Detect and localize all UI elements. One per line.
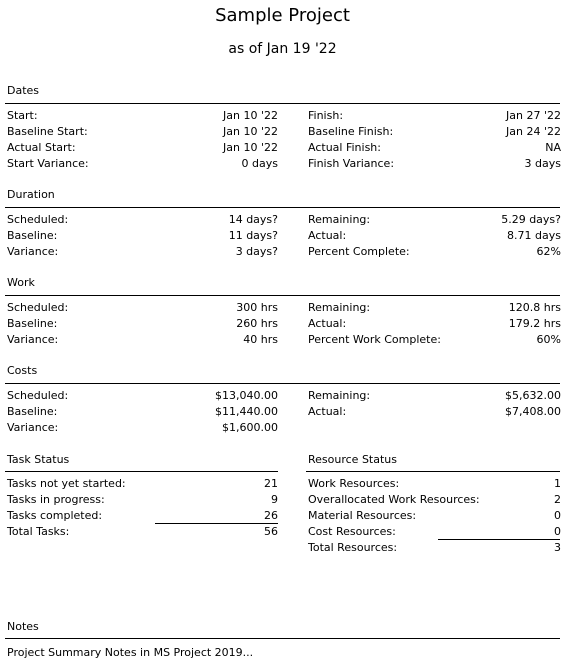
percent-work-complete-label: Percent Work Complete: — [308, 333, 441, 346]
tasks-not-started-value: 21 — [264, 477, 278, 490]
task-status-divider — [5, 471, 278, 472]
duration-remaining-label: Remaining: — [308, 213, 371, 226]
cost-actual-label: Actual: — [308, 405, 347, 418]
dates-heading: Dates — [7, 84, 40, 97]
tasks-completed-label: Tasks completed: — [7, 509, 103, 522]
duration-variance-value: 3 days? — [235, 245, 278, 258]
duration-baseline-value: 11 days? — [228, 229, 278, 242]
percent-complete-value: 62% — [536, 245, 561, 258]
cost-variance-label: Variance: — [7, 421, 59, 434]
percent-work-complete-value: 60% — [536, 333, 561, 346]
work-variance-label: Variance: — [7, 333, 59, 346]
start-value: Jan 10 '22 — [223, 109, 278, 122]
work-resources-value: 1 — [554, 477, 561, 490]
material-resources-label: Material Resources: — [308, 509, 417, 522]
duration-baseline-label: Baseline: — [7, 229, 58, 242]
report-subtitle: as of Jan 19 '22 — [228, 41, 337, 57]
total-resources-value: 3 — [554, 541, 561, 554]
duration-divider — [5, 207, 560, 208]
baseline-finish-value: Jan 24 '22 — [506, 125, 561, 138]
start-variance-value: 0 days — [241, 157, 278, 170]
work-remaining-label: Remaining: — [308, 301, 371, 314]
duration-remaining-value: 5.29 days? — [501, 213, 561, 226]
work-variance-value: 40 hrs — [243, 333, 278, 346]
percent-complete-label: Percent Complete: — [308, 245, 410, 258]
notes-divider — [5, 638, 560, 639]
duration-scheduled-label: Scheduled: — [7, 213, 69, 226]
cost-baseline-value: $11,440.00 — [215, 405, 278, 418]
cost-actual-value: $7,408.00 — [505, 405, 561, 418]
finish-value: Jan 27 '22 — [506, 109, 561, 122]
cost-scheduled-label: Scheduled: — [7, 389, 69, 402]
cost-resources-value: 0 — [554, 525, 561, 538]
actual-start-value: Jan 10 '22 — [223, 141, 278, 154]
start-label: Start: — [7, 109, 38, 122]
duration-heading: Duration — [7, 188, 55, 201]
baseline-finish-label: Baseline Finish: — [308, 125, 394, 138]
duration-scheduled-value: 14 days? — [228, 213, 278, 226]
duration-actual-label: Actual: — [308, 229, 347, 242]
work-heading: Work — [7, 276, 35, 289]
cost-variance-value: $1,600.00 — [222, 421, 278, 434]
tasks-in-progress-value: 9 — [271, 493, 278, 506]
cost-remaining-value: $5,632.00 — [505, 389, 561, 402]
duration-variance-label: Variance: — [7, 245, 59, 258]
tasks-completed-value: 26 — [264, 509, 278, 522]
work-divider — [5, 295, 560, 296]
resource-status-divider — [306, 471, 560, 472]
material-resources-value: 0 — [554, 509, 561, 522]
tasks-not-started-label: Tasks not yet started: — [7, 477, 126, 490]
finish-variance-label: Finish Variance: — [308, 157, 395, 170]
overallocated-resources-value: 2 — [554, 493, 561, 506]
total-tasks-label: Total Tasks: — [7, 525, 70, 538]
baseline-start-value: Jan 10 '22 — [223, 125, 278, 138]
task-status-heading: Task Status — [7, 453, 70, 466]
work-baseline-value: 260 hrs — [236, 317, 278, 330]
finish-label: Finish: — [308, 109, 344, 122]
actual-finish-label: Actual Finish: — [308, 141, 381, 154]
resource-status-heading: Resource Status — [308, 453, 397, 466]
notes-heading: Notes — [7, 620, 39, 633]
total-tasks-value: 56 — [264, 525, 278, 538]
cost-scheduled-value: $13,040.00 — [215, 389, 278, 402]
actual-start-label: Actual Start: — [7, 141, 76, 154]
work-scheduled-value: 300 hrs — [236, 301, 278, 314]
work-resources-label: Work Resources: — [308, 477, 400, 490]
costs-divider — [5, 383, 560, 384]
cost-remaining-label: Remaining: — [308, 389, 371, 402]
notes-text: Project Summary Notes in MS Project 2019... — [7, 646, 254, 659]
cost-resources-label: Cost Resources: — [308, 525, 396, 538]
start-variance-label: Start Variance: — [7, 157, 89, 170]
overallocated-resources-label: Overallocated Work Resources: — [308, 493, 480, 506]
work-baseline-label: Baseline: — [7, 317, 58, 330]
cost-baseline-label: Baseline: — [7, 405, 58, 418]
duration-actual-value: 8.71 days — [507, 229, 561, 242]
work-scheduled-label: Scheduled: — [7, 301, 69, 314]
work-actual-label: Actual: — [308, 317, 347, 330]
costs-heading: Costs — [7, 364, 38, 377]
work-remaining-value: 120.8 hrs — [508, 301, 561, 314]
tasks-in-progress-label: Tasks in progress: — [7, 493, 105, 506]
total-resources-label: Total Resources: — [308, 541, 398, 554]
actual-finish-value: NA — [545, 141, 561, 154]
work-actual-value: 179.2 hrs — [508, 317, 561, 330]
finish-variance-value: 3 days — [524, 157, 561, 170]
dates-divider — [5, 103, 560, 104]
baseline-start-label: Baseline Start: — [7, 125, 88, 138]
report-title: Sample Project — [215, 5, 350, 26]
